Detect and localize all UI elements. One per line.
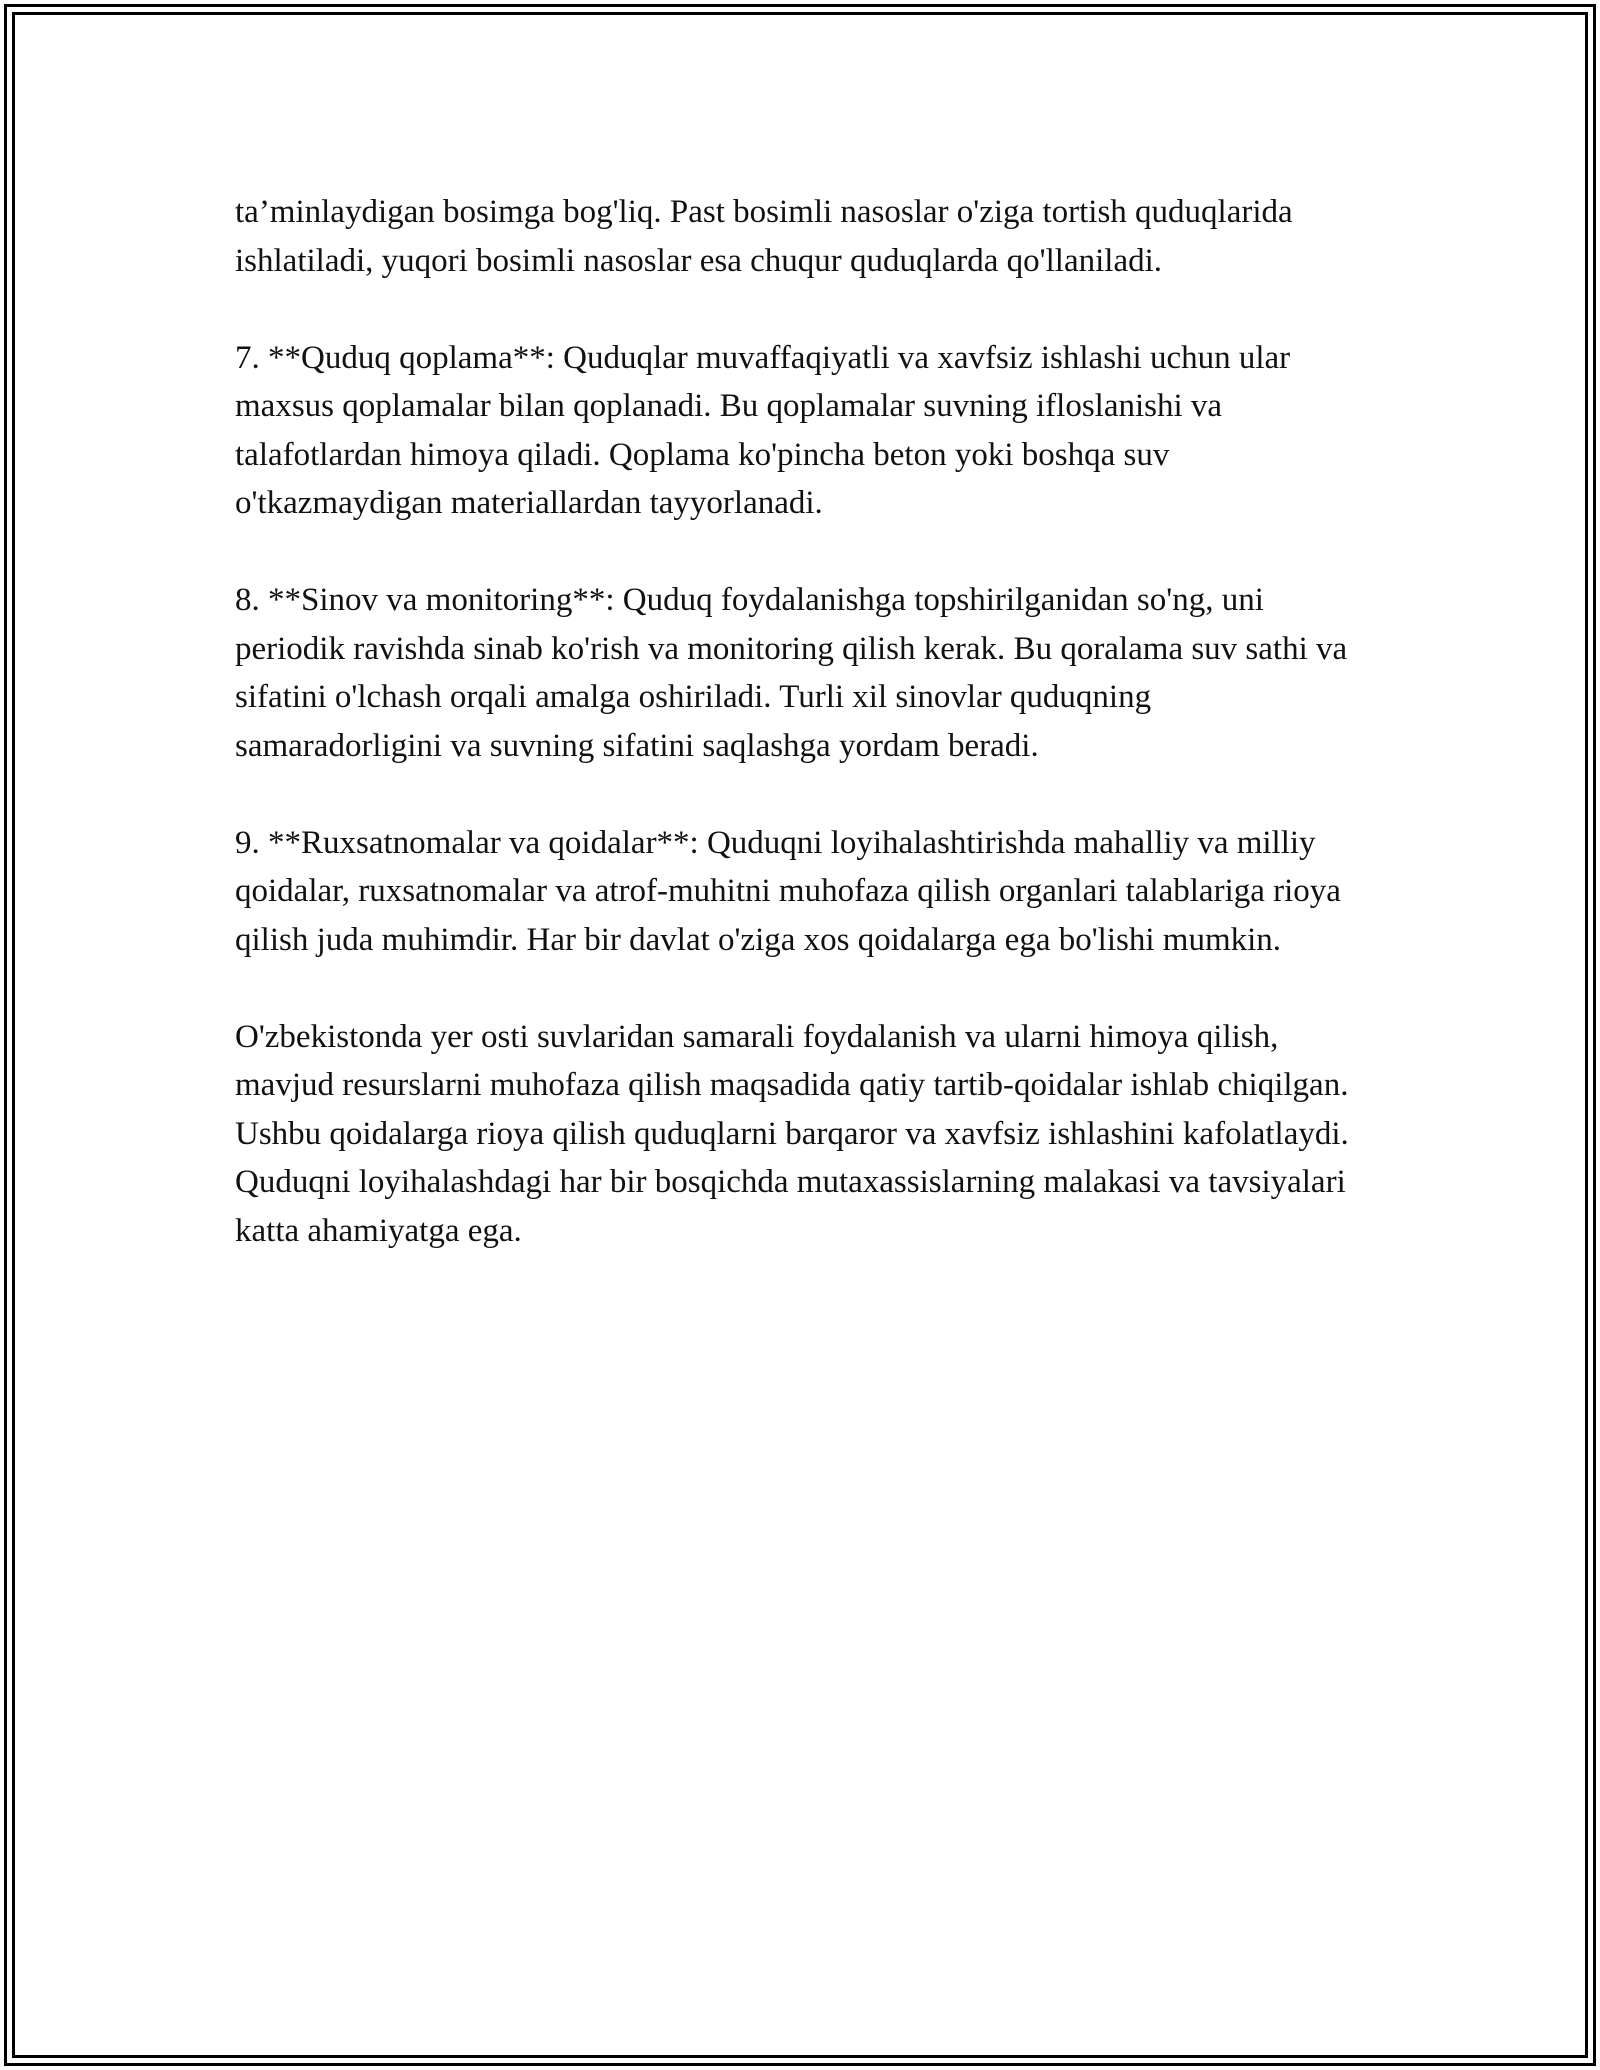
paragraph-conclusion: O'zbekistonda yer osti suvlaridan samarali foydalanish va ularni himoya qilish, mavjud resurslarni muhofaza qilish maqsadida qatiy tartib-qoidalar ishlab chiqilgan. Ushbu qoidalarga rioya qilish quduqlarni barqaror va xavfsiz ishlashini kafolatlaydi. Quduqni loyihalashdagi har bir bosqichda mutaxassislarning malakasi va tavsiyalari katta ahamiyatga ega. <box>235 1018 1349 1249</box>
document-body <box>235 188 1365 1304</box>
paragraph-testing-monitoring: 8. **Sinov va monitoring**: Quduq foydalanishga topshirilganidan so'ng, uni periodik ravishda sinab ko'rish va monitoring qilish kerak. Bu qoralama suv sathi va sifatini o'lchash orqali amalga oshiriladi. Turli xil sinovlar quduqning samaradorligini va suvning sifatini saqlashga yordam beradi. <box>235 582 1348 764</box>
paragraph-permits-regulations: 9. **Ruxsatnomalar va qoidalar**: Quduqni loyihalashtirishda mahalliy va milliy qoidalar, ruxsatnomalar va atrof-muhitni muhofaza qilish organlari talablariga rioya qilish juda muhimdir. Har bir davlat o'ziga xos qoidalarga ega bo'lishi mumkin. <box>235 824 1341 958</box>
paragraph-well-casing: 7. **Quduq qoplama**: Quduqlar muvaffaqiyatli va xavfsiz ishlashi uchun ular maxsus qoplamalar bilan qoplanadi. Bu qoplamalar suvning ifloslanishi va talafotlardan himoya qiladi. Qoplama ko'pincha beton yoki boshqa suv o'tkazmaydigan materiallardan tayyorlanadi. <box>235 339 1291 521</box>
paragraph-pump-pressure: ta’minlaydigan bosimga bog'liq. Past bosimli nasoslar o'ziga tortish quduqlarida ishlatiladi, yuqori bosimli nasoslar esa chuqur quduqlarda qo'llaniladi. <box>235 194 1293 279</box>
